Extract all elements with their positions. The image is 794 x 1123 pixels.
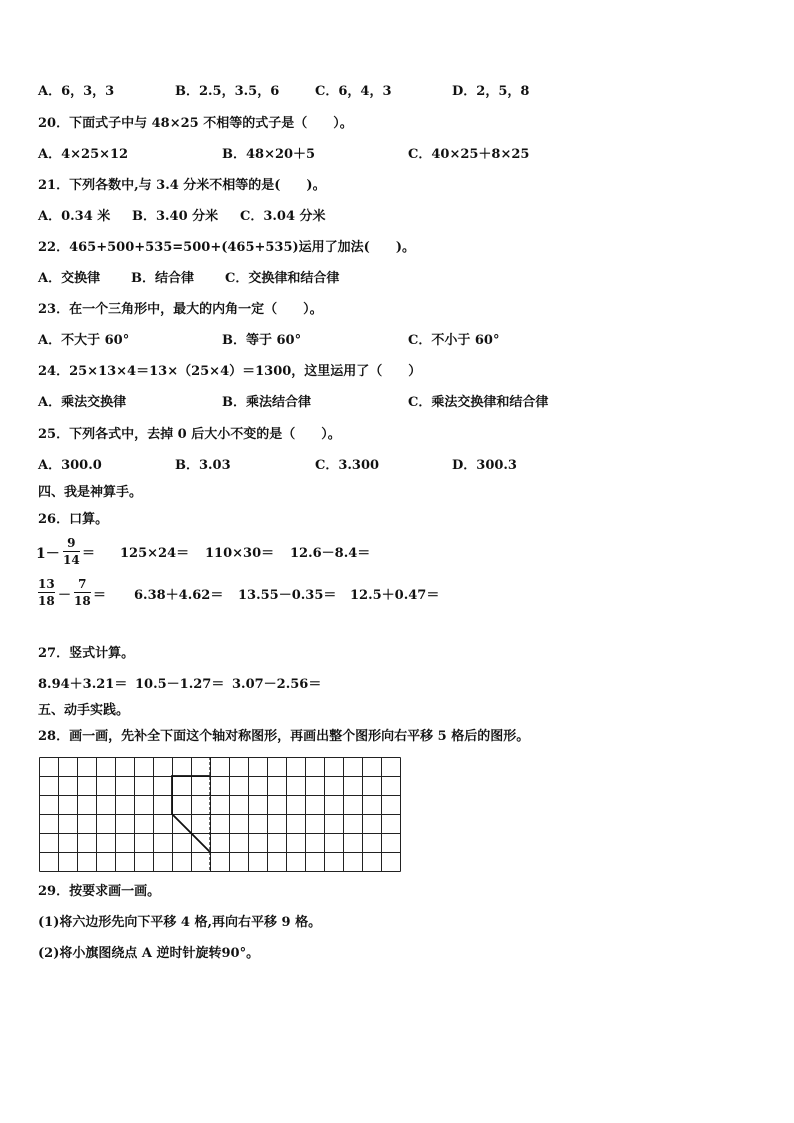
q24-option-c: C．乘法交换律和结合律 [408,395,549,410]
q22-option-b: B．结合律 [131,271,194,286]
q27-item: 3.07－2.56＝ [232,677,322,692]
q28-stem: 28．画一画，先补全下面这个轴对称图形，再画出整个图形向右平移 5 格后的图形。 [38,729,530,744]
q25-option-b: B．3.03 [175,458,231,473]
q28-grid [39,757,401,872]
q26-r2-fraction-1 [38,577,55,608]
q26-r1-item: 125×24＝ [120,546,190,561]
fraction-numerator: 7 [78,577,87,591]
q22-stem: 22．465+500+535=500+(465+535)运用了加法( )。 [38,240,415,255]
fraction-denominator: 18 [38,594,55,608]
q23-option-b: B．等于 60° [222,333,302,348]
fraction-bar [63,551,80,552]
q20-stem: 20．下面式子中与 48×25 不相等的式子是（ ）。 [38,116,353,131]
q26-r1-fraction [63,536,80,567]
q23-option-c: C．不小于 60° [408,333,500,348]
fraction-denominator: 18 [74,594,91,608]
q22-option-c: C．交换律和结合律 [225,271,340,286]
q26-r2-minus: － [58,588,72,603]
q24-option-a: A．乘法交换律 [38,395,127,410]
q26-r1-equals: ＝ [82,546,96,561]
fraction-bar [74,592,91,593]
q22-option-a: A．交换律 [38,271,101,286]
fraction-numerator: 9 [67,536,76,550]
q24-option-b: B．乘法结合律 [222,395,311,410]
q21-option-c: C．3.04 分米 [240,209,326,224]
q21-option-a: A．0.34 米 [38,209,111,224]
q20-option-a: A．4×25×12 [38,147,129,162]
q26-r2-item: 12.5＋0.47＝ [350,588,440,603]
q29-sub1: (1)将六边形先向下平移 4 格,再向右平移 9 格。 [38,915,322,930]
q26-stem: 26．口算。 [38,512,109,527]
q25-option-c: C．3.300 [315,458,380,473]
q29-stem: 29．按要求画一画。 [38,884,161,899]
q26-r2-equals: ＝ [93,588,107,603]
q19-option-d: D．2，5，8 [452,84,530,99]
q19-option-b: B．2.5，3.5，6 [175,84,280,99]
q25-option-d: D．300.3 [452,458,517,473]
q26-r1-item: 110×30＝ [205,546,275,561]
q23-stem: 23．在一个三角形中，最大的内角一定（ ）。 [38,302,323,317]
q19-option-c: C．6，4，3 [315,84,392,99]
q26-r2-item: 6.38＋4.62＝ [134,588,224,603]
q20-option-c: C．40×25＋8×25 [408,147,530,162]
q26-r1-lead: 1－ [36,546,60,562]
q20-option-b: B．48×20＋5 [222,147,316,162]
q26-r2-fraction-2 [74,577,91,608]
fraction-bar [38,592,55,593]
fraction-denominator: 14 [63,553,80,567]
q26-r2-item: 13.55－0.35＝ [238,588,337,603]
q19-option-a: A．6，3，3 [38,84,115,99]
q25-option-a: A．300.0 [38,458,102,473]
q25-stem: 25．下列各式中，去掉 0 后大小不变的是（ ）。 [38,427,341,442]
q27-stem: 27．竖式计算。 [38,646,135,661]
q29-sub2: (2)将小旗图绕点 A 逆时针旋转90°。 [38,946,260,961]
section-heading-4: 四、我是神算手。 [38,485,143,500]
section-heading-5: 五、动手实践。 [38,703,130,718]
fraction-numerator: 13 [38,577,55,591]
q26-r1-item: 12.6－8.4＝ [290,546,371,561]
q21-option-b: B．3.40 分米 [132,209,219,224]
q27-item: 10.5－1.27＝ [135,677,225,692]
q24-stem: 24．25×13×4＝13×（25×4）＝1300，这里运用了（ ） [38,364,422,379]
q27-item: 8.94＋3.21＝ [38,677,128,692]
q23-option-a: A．不大于 60° [38,333,130,348]
q21-stem: 21．下列各数中,与 3.4 分米不相等的是( )。 [38,178,326,193]
